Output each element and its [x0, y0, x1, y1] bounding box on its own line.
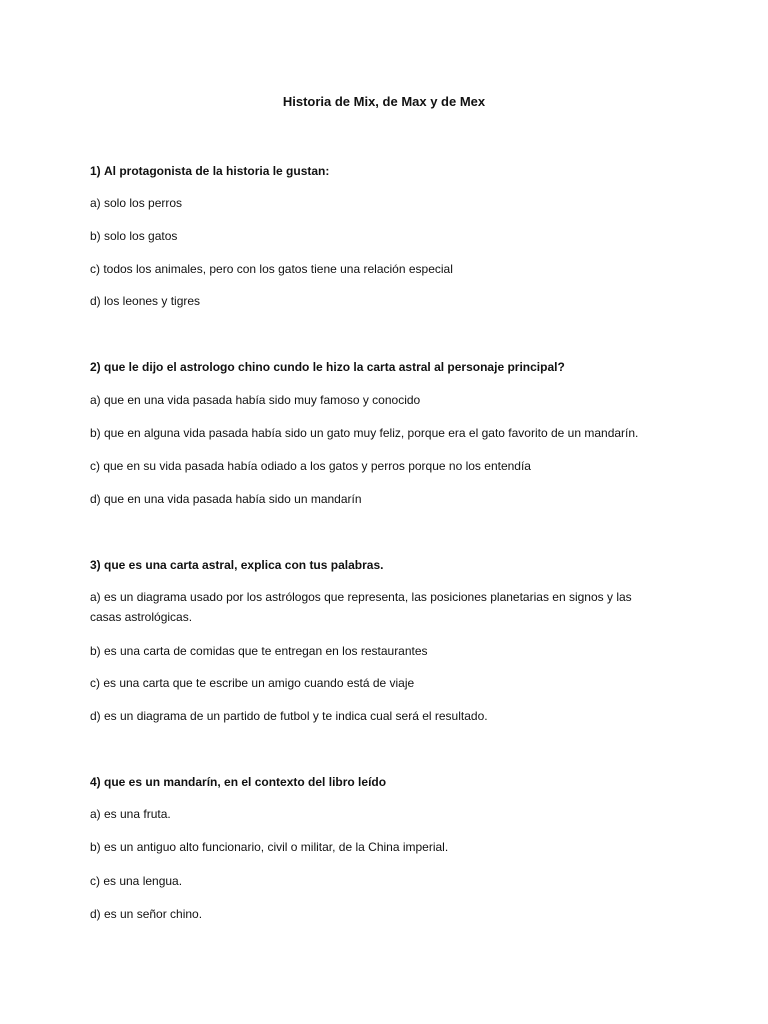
answer-option: b) es una carta de comidas que te entregan en los restaurantes [90, 644, 428, 658]
answer-option: b) que en alguna vida pasada había sido un gato muy feliz, porque era el gato favorito de un mandarín. [90, 426, 639, 440]
answer-option: d) que en una vida pasada había sido un mandarín [90, 492, 362, 506]
answer-option: a) es una fruta. [90, 807, 171, 821]
answer-option: a) que en una vida pasada había sido muy famoso y conocido [90, 393, 421, 407]
question-2-heading [90, 359, 690, 375]
answer-option: c) todos los animales, pero con los gatos tiene una relación especial [90, 262, 453, 276]
question-number: 1) [90, 164, 101, 178]
question-text: Al protagonista de la historia le gustan: [104, 164, 330, 178]
answer-option: c) que en su vida pasada había odiado a los gatos y perros porque no los entendía [90, 459, 531, 473]
answer-option: c) es una carta que te escribe un amigo cuando está de viaje [90, 676, 415, 690]
answer-option: d) es un diagrama de un partido de futbol y te indica cual será el resultado. [90, 709, 488, 723]
answer-option: b) solo los gatos [90, 229, 178, 243]
answer-option: b) es un antiguo alto funcionario, civil o militar, de la China imperial. [90, 840, 449, 854]
answer-option: a) solo los perros [90, 196, 183, 210]
answer-option: c) es una lengua. [90, 874, 183, 888]
question-1-heading [90, 163, 690, 179]
question-text: que le dijo el astrologo chino cundo le hizo la carta astral al personaje principal? [104, 360, 565, 374]
answer-option: d) los leones y tigres [90, 294, 201, 308]
question-number: 2) [90, 360, 101, 374]
question-4-heading [90, 774, 690, 790]
answer-option: a) es un diagrama usado por los astrólogos que representa, las posiciones planetarias en signos y las casas astrológicas. [90, 590, 632, 624]
document-title: Historia de Mix, de Max y de Mex [282, 94, 486, 109]
answer-option: d) es un señor chino. [90, 907, 203, 921]
question-text: que es una carta astral, explica con tus palabras. [104, 558, 384, 572]
question-number: 3) [90, 558, 101, 572]
question-number: 4) [90, 775, 101, 789]
question-3-heading [90, 557, 690, 573]
question-text: que es un mandarín, en el contexto del libro leído [104, 775, 387, 789]
